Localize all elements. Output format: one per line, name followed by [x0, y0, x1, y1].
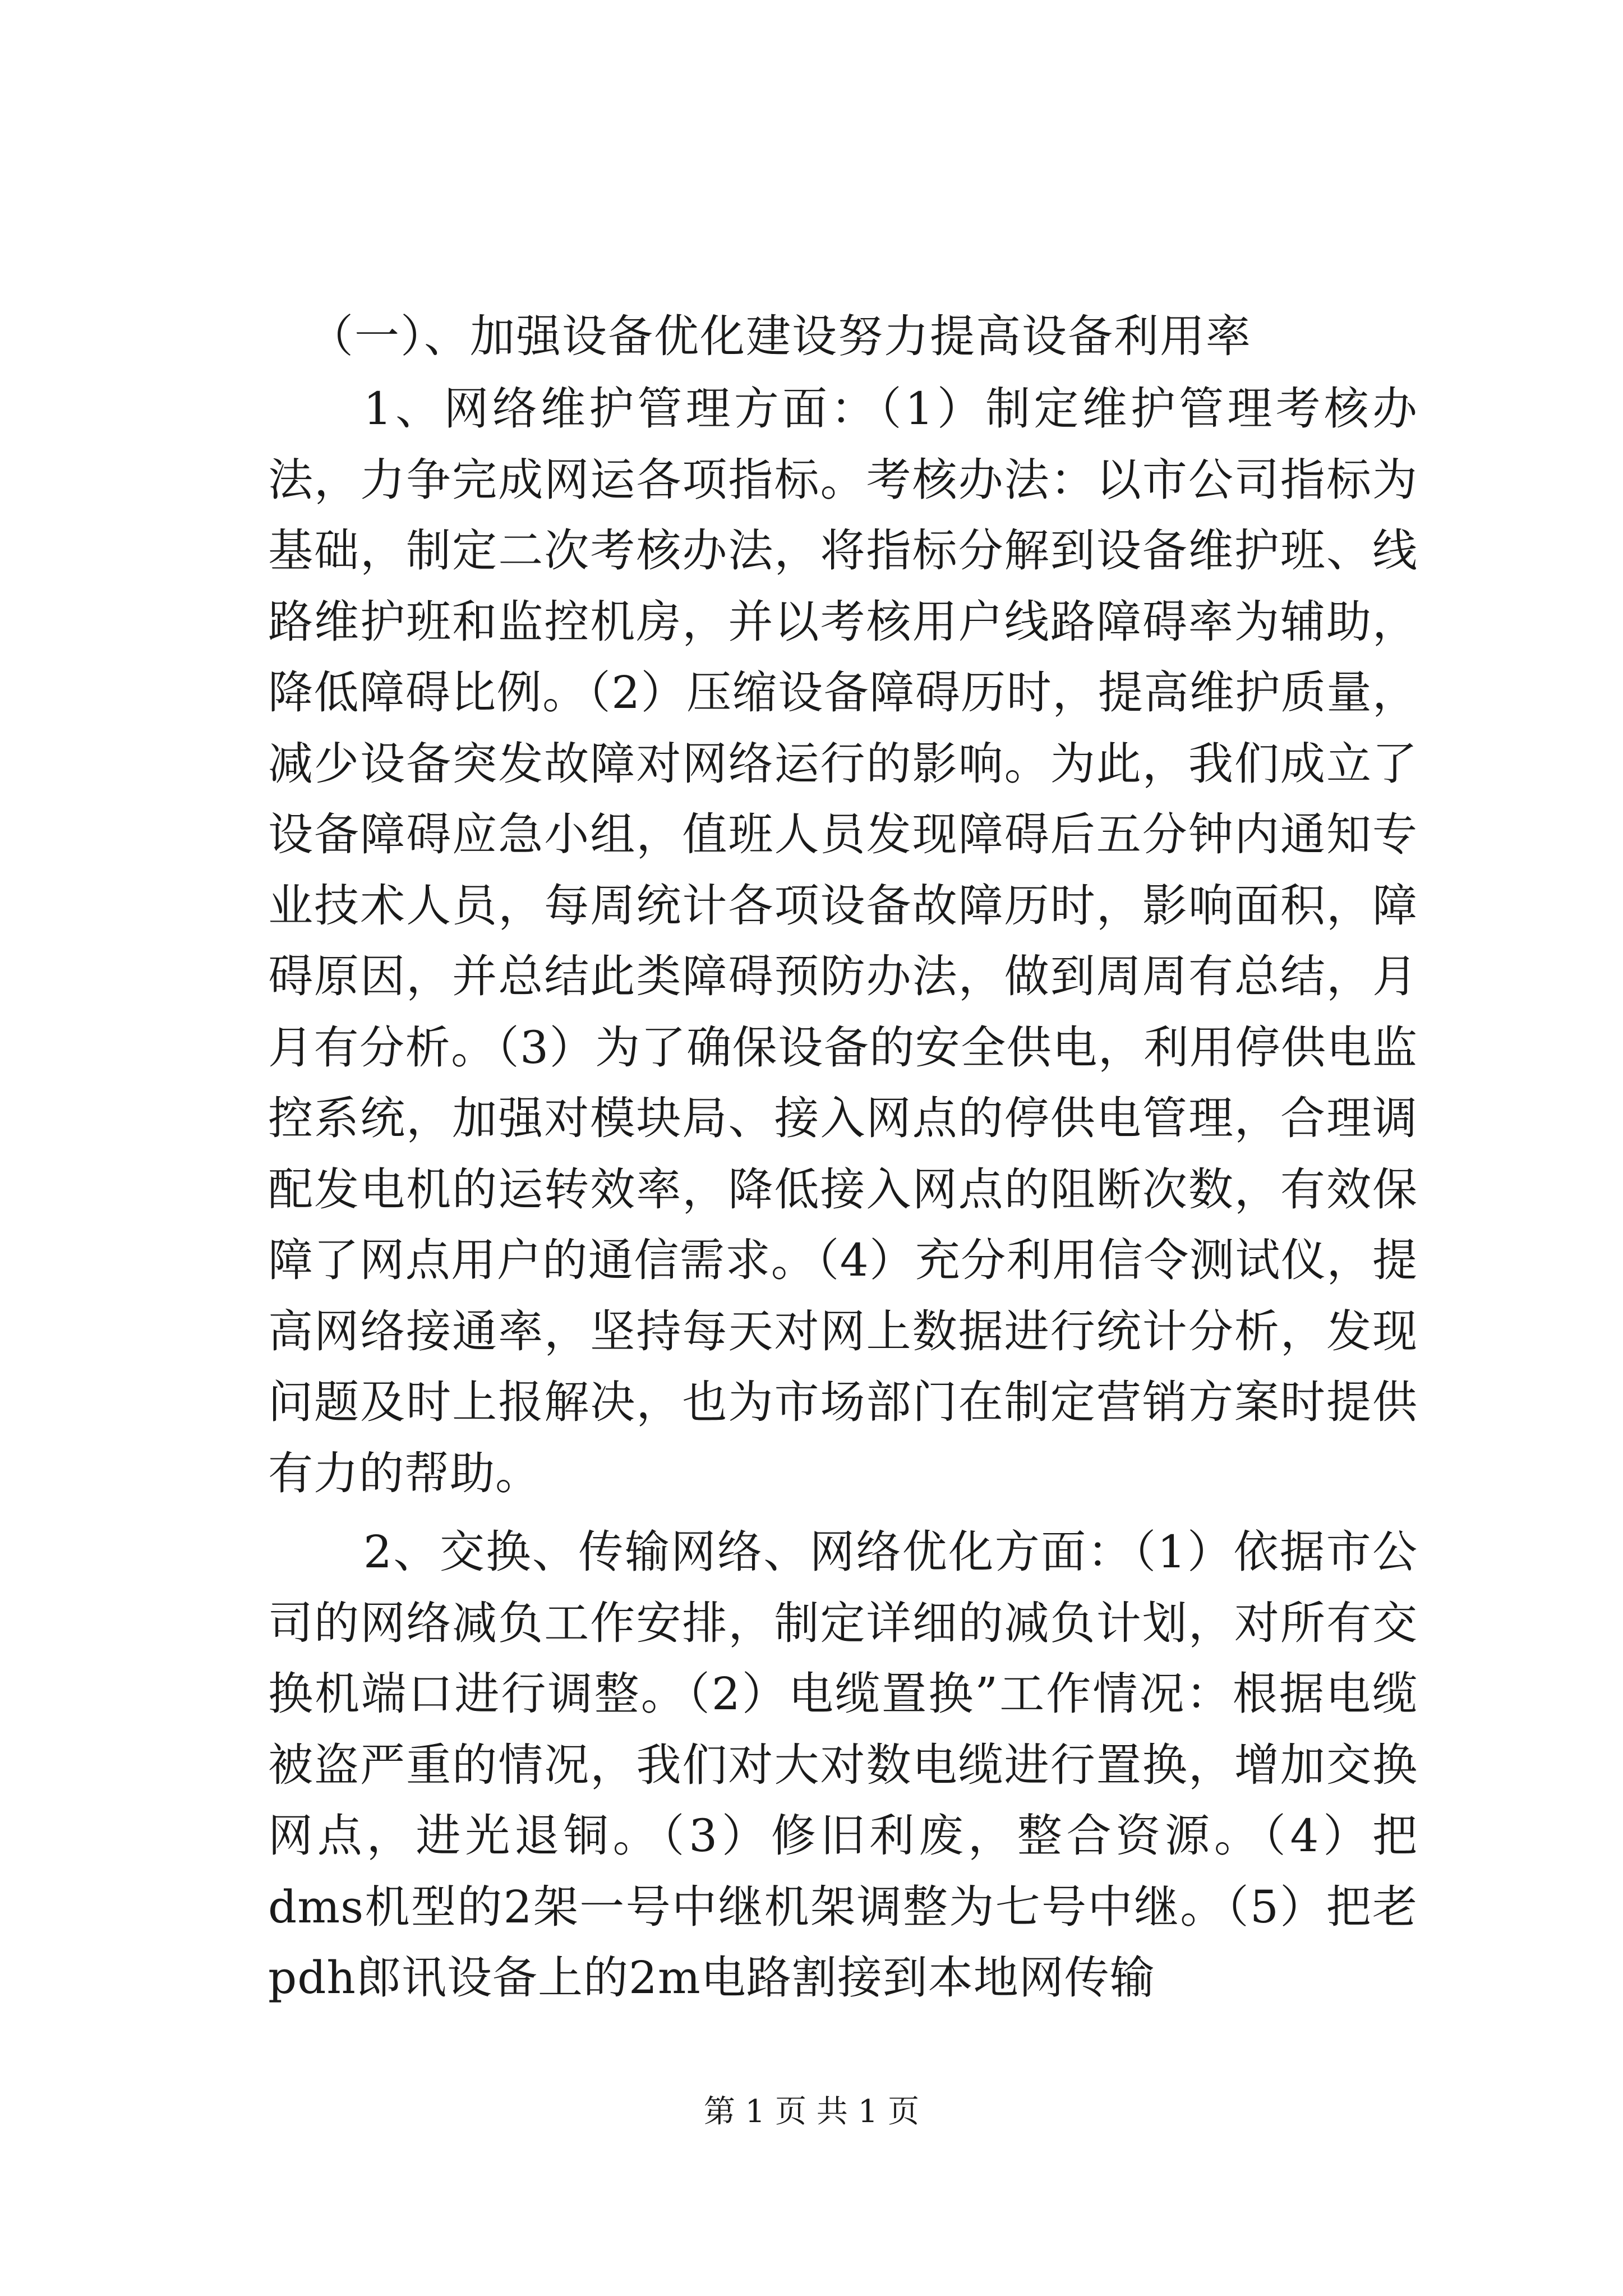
document-body	[268, 303, 1418, 2014]
section-heading: （一）、加强设备优化建设努力提高设备利用率	[308, 310, 1252, 362]
paragraph-network-maintenance: 1、网络维护管理方面：（1）制定维护管理考核办法，力争完成网运各项指标。考核办法：以市公司指标为基础，制定二次考核办法，将指标分解到设备维护班、线路维护班和监控机房，并以考核用户线路障碍率为辅助，降低障碍比例。（2）压缩设备障碍历时，提高维护质量，减少设备突发故障对网络运行的影响。为此，我们成立了设备障碍应急小组，值班人员发现障碍后五分钟内通知专业技术人员，每周统计各项设备故障历时，影响面积，障碍原因，并总结此类障碍预防办法，做到周周有总结，月月有分析。（3）为了确保设备的安全供电，利用停供电监控系统，加强对模块局、接入网点的停供电管理，合理调配发电机的运转效率，降低接入网点的阻断次数，有效保障了网点用户的通信需求。（4）充分利用信令测试仪，提高网络接通率，坚持每天对网上数据进行统计分析，发现问题及时上报解决，也为市场部门在制定营销方案时提供有力的帮助。	[268, 383, 1418, 1499]
page-footer: 第 1 页 共 1 页	[703, 2093, 920, 2130]
paragraph-switching-transmission: 2、交换、传输网络、网络优化方面：（1）依据市公司的网络减负工作安排，制定详细的减负计划，对所有交换机端口进行调整。（2）电缆置换”工作情况：根据电缆被盗严重的情况，我们对大对数电缆进行置换，增加交换网点，进光退铜。（3）修旧利废，整合资源。（4）把dms机型的2架一号中继机架调整为七号中继。（5）把老pdh郎讯设备上的2m电路割接到本地网传输	[268, 1526, 1418, 2004]
